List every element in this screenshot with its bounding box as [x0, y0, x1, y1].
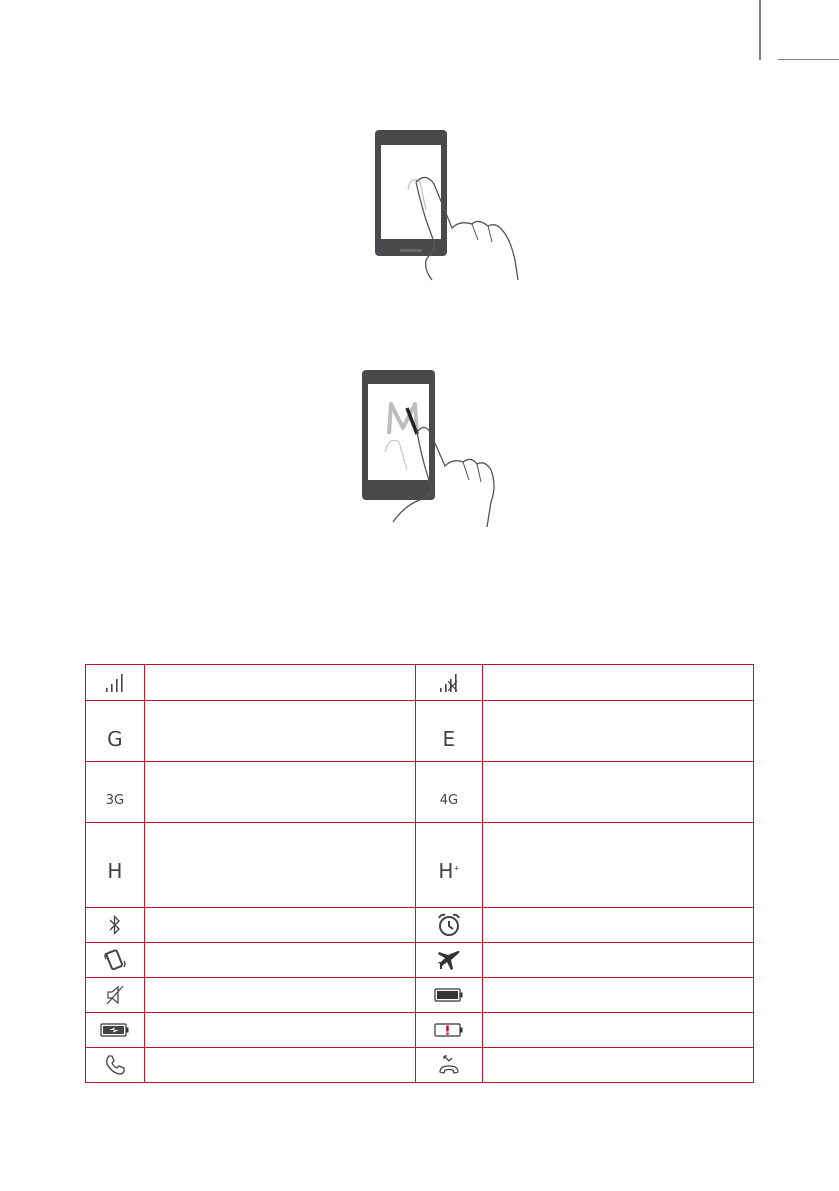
- description-cell: [482, 1013, 754, 1048]
- table-row: [86, 943, 754, 978]
- gprs-icon: G: [107, 727, 123, 751]
- alarm-icon: [436, 912, 462, 938]
- description-cell: [482, 823, 754, 908]
- icon-cell: [86, 978, 145, 1013]
- icon-cell: [86, 943, 145, 978]
- description-cell: [482, 762, 754, 823]
- table-row: [86, 978, 754, 1013]
- table-row: [86, 823, 754, 908]
- description-cell: [144, 762, 415, 823]
- vibrate-icon: [103, 947, 127, 973]
- table-row: [86, 701, 754, 762]
- description-cell: [144, 978, 415, 1013]
- status-icon-table: [85, 664, 754, 1083]
- gesture-letter-illustration: [345, 362, 535, 532]
- swipe-illustration: [360, 120, 540, 285]
- icon-cell: [416, 978, 482, 1013]
- icon-cell: [416, 823, 482, 908]
- icon-cell: [86, 762, 145, 823]
- 3g-icon: 3G: [105, 793, 125, 808]
- icon-cell: [416, 701, 482, 762]
- description-cell: [482, 1048, 754, 1083]
- description-cell: [482, 943, 754, 978]
- description-cell: [144, 701, 415, 762]
- icon-cell: [416, 1013, 482, 1048]
- description-cell: [144, 943, 415, 978]
- table-row: [86, 665, 754, 701]
- icon-cell: [86, 1048, 145, 1083]
- call-icon: [104, 1054, 126, 1076]
- no-signal-icon: [438, 673, 460, 693]
- description-cell: [144, 1013, 415, 1048]
- hspa-plus-icon: [438, 859, 459, 883]
- icon-cell: [416, 762, 482, 823]
- battery-full-icon: [434, 988, 464, 1002]
- hspa-icon: H: [107, 859, 123, 883]
- description-cell: [144, 908, 415, 943]
- description-cell: [482, 908, 754, 943]
- signal-strength-icon: [104, 673, 126, 693]
- description-cell: [482, 701, 754, 762]
- icon-cell: [416, 665, 482, 701]
- description-cell: [482, 978, 754, 1013]
- 4g-icon: 4G: [439, 793, 459, 808]
- hspa-plus-sign: +: [453, 864, 460, 873]
- icon-cell: [86, 1013, 145, 1048]
- airplane-icon: [437, 949, 461, 971]
- icon-cell: [86, 701, 145, 762]
- icon-cell: [86, 908, 145, 943]
- battery-low-icon: [434, 1023, 464, 1037]
- icon-cell: [416, 1048, 482, 1083]
- table-row: [86, 762, 754, 823]
- table-row: [86, 1013, 754, 1048]
- description-cell: [144, 823, 415, 908]
- hspa-plus-letter: H: [438, 859, 454, 883]
- icon-cell: [86, 665, 145, 701]
- silent-icon: [105, 984, 125, 1006]
- description-cell: [482, 665, 754, 701]
- crop-marks: [0, 0, 839, 60]
- missed-call-icon: [438, 1054, 460, 1076]
- battery-charging-icon: [100, 1023, 130, 1037]
- icon-cell: [86, 823, 145, 908]
- bluetooth-icon: [108, 914, 122, 936]
- edge-icon: E: [442, 727, 456, 751]
- table-row: [86, 908, 754, 943]
- table-row: [86, 1048, 754, 1083]
- description-cell: [144, 1048, 415, 1083]
- description-cell: [144, 665, 415, 701]
- icon-cell: [416, 908, 482, 943]
- icon-cell: [416, 943, 482, 978]
